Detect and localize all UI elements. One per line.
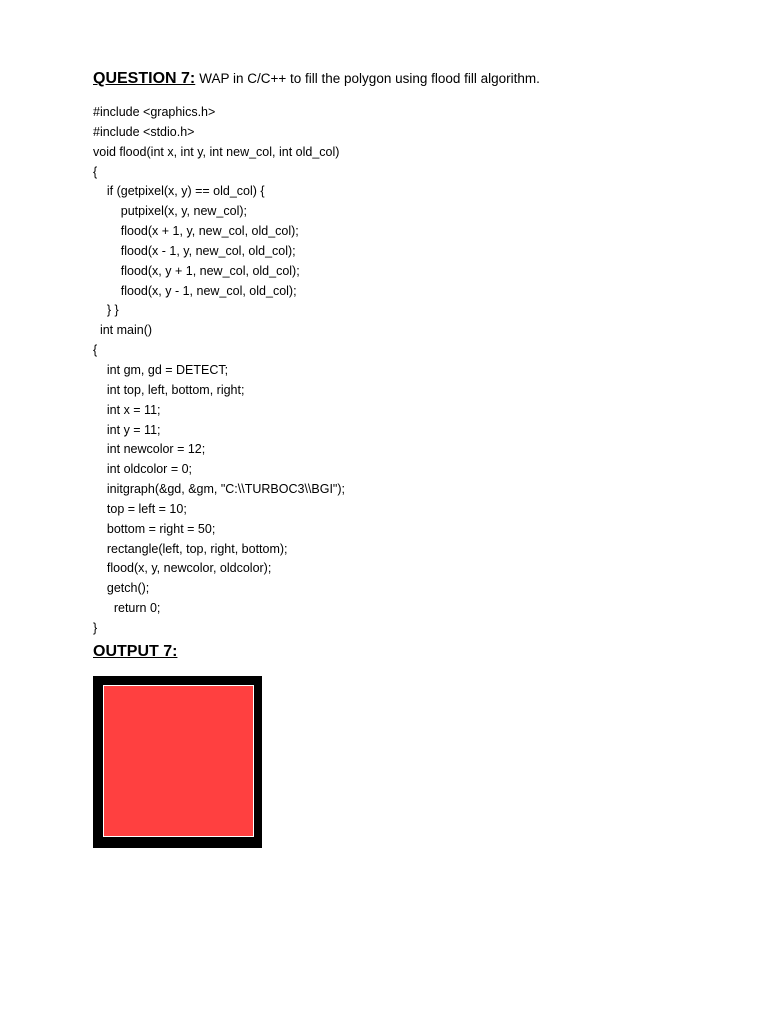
code-line: #include <graphics.h>	[93, 105, 216, 119]
filled-rectangle	[103, 685, 254, 837]
code-line: {	[93, 343, 98, 358]
code-line: putpixel(x, y, new_col);	[93, 204, 247, 219]
code-line: {	[93, 164, 98, 179]
code-line: flood(x, y - 1, new_col, old_col);	[93, 283, 297, 298]
code-line: int oldcolor = 0;	[93, 462, 193, 477]
code-line: flood(x + 1, y, new_col, old_col);	[93, 224, 299, 239]
code-line: flood(x, y + 1, new_col, old_col);	[93, 263, 300, 278]
code-line: int y = 11;	[93, 422, 161, 437]
code-line: if (getpixel(x, y) == old_col) {	[93, 184, 265, 199]
code-line: top = left = 10;	[93, 501, 187, 516]
code-line: }	[93, 620, 98, 635]
code-line: int newcolor = 12;	[93, 442, 206, 457]
code-line: int top, left, bottom, right;	[93, 382, 245, 397]
code-line: initgraph(&gd, &gm, "C:\\TURBOC3\\BGI");	[93, 482, 346, 497]
code-line: int x = 11;	[93, 402, 161, 417]
code-line: int main()	[93, 323, 153, 338]
output-screenshot	[93, 676, 262, 848]
code-line: flood(x - 1, y, new_col, old_col);	[93, 243, 296, 258]
code-line: void flood(int x, int y, int new_col, int old_col)	[93, 144, 340, 159]
code-line: #include <stdio.h>	[93, 124, 195, 139]
code-line: getch();	[93, 581, 150, 596]
code-line: return 0;	[93, 601, 161, 616]
question-text: WAP in C/C++ to fill the polygon using flood fill algorithm.	[199, 71, 540, 86]
question-label: QUESTION 7:	[93, 70, 196, 87]
question-heading	[93, 68, 540, 90]
code-listing	[93, 103, 345, 639]
output-label: OUTPUT 7:	[93, 643, 178, 660]
code-line: } }	[93, 303, 119, 318]
code-line: rectangle(left, top, right, bottom);	[93, 541, 288, 556]
code-line: flood(x, y, newcolor, oldcolor);	[93, 561, 272, 576]
code-line: bottom = right = 50;	[93, 521, 216, 536]
code-line: int gm, gd = DETECT;	[93, 362, 229, 377]
